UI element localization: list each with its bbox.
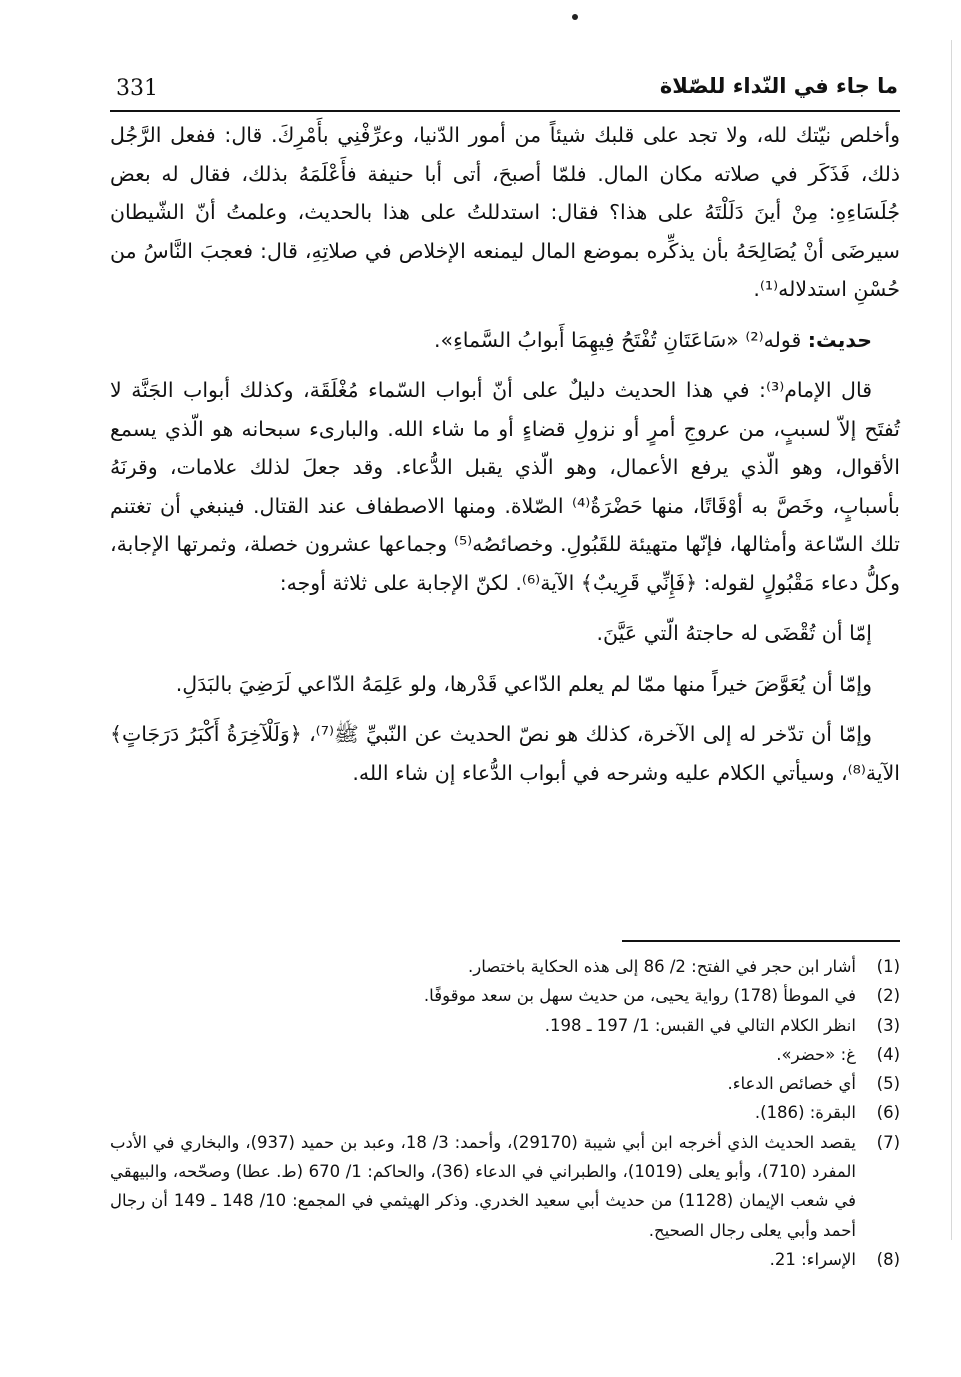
paragraph: وإمّا أن يُعَوَّضَ خيراً منها ممّا لم يعلم الدّاعي قَدْرها، ولو عَلِمَهُ الدّاعي لَرَضِيَ بالبَدَلِ. [175, 671, 872, 696]
header-rule [110, 110, 900, 112]
footnote-text: يقصد الحديث الذي أخرجه ابن أبي شيبة (29170)، وأحمد: 3/ 18، وعبد بن حميد (937)، والبخاري في الأدب المفرد (710)، وأبو يعلى (1019)، والطبراني في الدعاء (36)، والحاكم: 1/ 670 (ط. عطا) وصحّحه، والبيهقي في شعب الإيمان (1128) من حديث أبي سعيد الخدري. وذكر الهيثمي في المجمع: 10/ 148 ـ 149 أن رجال أحمد وأبي يعلى رجال الصحيح. [110, 1132, 857, 1240]
footnote-number: (6) [876, 1103, 900, 1123]
footnote-text: البقرة: (186). [754, 1103, 856, 1123]
hadith-text: قوله⁽²⁾ «سَاعَتَانِ تُفْتَحُ فِيهِمَا أَبوابُ السَّماءِ». [434, 327, 802, 352]
footnote [110, 1245, 900, 1274]
footnote [110, 1040, 900, 1069]
footnote-number: (1) [876, 957, 900, 976]
footnote-number: (7) [876, 1132, 900, 1152]
footnote-number: (8) [876, 1249, 900, 1269]
paragraph: قال الإمام⁽³⁾: في هذا الحديث دليلٌ على أنّ أبواب السّماء مُغْلَقَة، وكذلك أبواب الجَنَّة لا تُفتَح إلاّ لسببٍ، من عروجِ أمرٍ أو نزولِ قضاءٍ أو ما شاء الله. والبارىء سبحانه هو الّذي يسمع الأقوال، وهو الّذي يرفع الأعمال، وهو الّذي يقبل الدُّعاء. وقد جعلَ لذلك علامات، وقرنَهُ بأسبابٍ، وخَصَّ به أوْقَاتًا، منها حَضْرَةُ⁽⁴⁾ الصّلاة. ومنها الاصطفاف عند القتال. فينبغي أن تغتنم تلك السّاعة وأمثالها، فإنّها متهيئة للقَبُولِ. وخصائصُه⁽⁵⁾ وجماعها عشرون خصلة، وثمرتها الإجابة، وكلُّ دعاء مَقْبُولٍ لقوله: ﴿فَإِنِّي قَرِيبٌ﴾ الآية⁽⁶⁾. لكنّ الإجابة على ثلاثة أوجه: [110, 378, 900, 595]
footnote [110, 1128, 900, 1245]
main-text [110, 116, 900, 792]
footnote-number: (3) [876, 1015, 900, 1035]
hadith-heading [110, 321, 900, 360]
footnote-number: (2) [876, 986, 900, 1006]
footnote-number: (4) [876, 1044, 900, 1064]
footnote-text: أشار ابن حجر في الفتح: 2/ 86 إلى هذه الحكاية باختصار. [468, 957, 856, 976]
footnote-text: انظر الكلام التالي في القبس: 1/ 197 ـ 198. [544, 1015, 856, 1035]
footnote [110, 1011, 900, 1040]
paragraph: وأخلص نيّتك لله، ولا تجد على قلبك شيئاً من أمور الدّنيا، وعرِّفْنِي بأَمْرِكَ. قال: ففعل الرَّجُل ذلك، فَذَكَر في صلاته مكان المال. فلمّا أصبحَ، أتى أبا حنيفة فأَعْلَمَهُ بذلك، فقال له بعض جُلَسَاءِهِ: مِنْ أينَ دَلَلْتَهُ على هذا؟ فقال: استدللتُ على هذا بالحديث، وعلمتُ أنّ الشّيطان سيرضَى أنْ يُصَالِحَهُ بأن يذكِّره بموضع المال ليمنعه الإخلاص في صلاتِهِ، قال: فعجبَ النَّاسُ من حُسْنِ استدلاله⁽¹⁾. [110, 123, 900, 301]
footnote [110, 952, 900, 981]
footnote-text: غ: «حضر». [776, 1044, 856, 1064]
footnote-separator [622, 940, 900, 942]
footnote-number: (5) [876, 1074, 900, 1094]
footnote [110, 1069, 900, 1098]
hadith-label: حديث: [807, 327, 872, 352]
footnote-text: أي خصائص الدعاء. [727, 1074, 856, 1094]
page-header [110, 70, 900, 110]
ink-dot [572, 14, 578, 20]
footnote-text: في الموطأ (178) رواية يحيى، من حديث سهل بن سعد موقوفًا. [423, 986, 856, 1006]
footnote [110, 981, 900, 1010]
page-edge-line [951, 40, 952, 1240]
running-title: ما جاء في النّداء للصّلاة [659, 74, 898, 98]
page-number: 331 [116, 76, 158, 101]
footnotes [110, 952, 900, 1274]
paragraph: وإمّا أن تدّخر له إلى الآخرة، كذلك هو نصّ الحديث عن النّبيِّ ﷺ⁽⁷⁾، ﴿وَلَلْآخِرَةُ أَكْبَرُ دَرَجَاتٍ﴾ الآية⁽⁸⁾، وسيأتي الكلام عليه وشرحه في أبواب الدُّعاء إن شاء الله. [110, 722, 900, 785]
paragraph: إمّا أن تُقْضَى له حاجتهُ الّتي عَيَّنَ. [596, 621, 872, 645]
footnote-text: الإسراء: 21. [769, 1249, 856, 1269]
footnote [110, 1098, 900, 1127]
